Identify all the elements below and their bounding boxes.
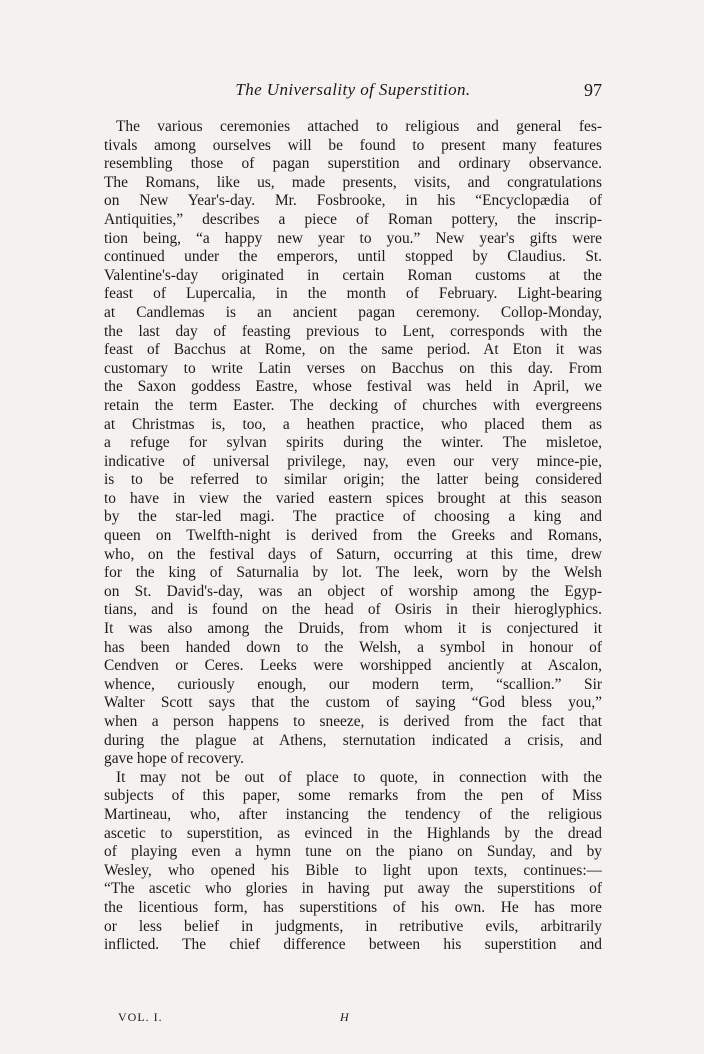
text-line: the Saxon goddess Eastre, whose festival was held in April, we <box>104 378 602 396</box>
text-line: to have in view the varied eastern spices brought at this season <box>104 489 602 507</box>
page-footer <box>118 1010 368 1028</box>
text-line: tians, and is found on the head of Osiris in their hieroglyphics. <box>104 601 602 619</box>
text-line: on New Year's-day. Mr. Fosbrooke, in his “Encyclopædia of <box>104 192 602 210</box>
text-line: The various ceremonies attached to religious and general fes- <box>116 118 602 135</box>
text-line: tion being, “a happy new year to you.” New year's gifts were <box>104 229 602 247</box>
running-head <box>104 80 602 102</box>
text-line: inflicted. The chief difference between his superstition and <box>104 936 602 954</box>
body-text <box>104 118 602 955</box>
volume-marker: VOL. I. <box>118 1010 163 1024</box>
text-line: when a person happens to sneeze, is derived from the fact that <box>104 713 602 730</box>
text-line: continued under the emperors, until stopped by Claudius. St. <box>104 248 602 266</box>
text-line: Antiquities,” describes a piece of Roman pottery, the inscrip- <box>104 210 602 228</box>
text-line: resembling those of pagan superstition and ordinary observance. <box>104 155 602 173</box>
text-line: during the plague at Athens, sternutation indicated a crisis, and <box>104 731 602 749</box>
text-line: whence, curiously enough, our modern term, “scallion.” Sir <box>104 675 602 693</box>
text-line: queen on Twelfth-night is derived from the Greeks and Romans, <box>104 527 602 545</box>
text-line: the last day of feasting previous to Lent, corresponds with the <box>104 322 602 340</box>
running-title: The Universality of Superstition. <box>235 80 471 99</box>
text-line: It was also among the Druids, from whom it is conjectured it <box>104 620 602 638</box>
text-line: has been handed down to the Welsh, a symbol in honour of <box>104 638 602 656</box>
text-line: retain the term Easter. The decking of churches with evergreens <box>104 396 602 414</box>
text-line: at Christmas is, too, a heathen practice, who placed them as <box>104 415 602 433</box>
text-line: Martineau, who, after instancing the tendency of the religious <box>104 805 602 823</box>
text-line: is to be referred to similar origin; the latter being considered <box>104 471 602 489</box>
text-line: customary to write Latin verses on Bacchus on this day. From <box>104 359 602 377</box>
text-line: Cendven or Ceres. Leeks were worshipped anciently at Ascalon, <box>104 657 602 675</box>
text-line: It may not be out of place to quote, in connection with the <box>116 768 602 786</box>
text-line: of playing even a hymn tune on the piano on Sunday, and by <box>104 843 602 861</box>
text-line: on St. David's-day, was an object of worship among the Egyp- <box>104 582 602 600</box>
text-line: tivals among ourselves will be found to present many features <box>104 136 602 154</box>
text-line: subjects of this paper, some remarks from the pen of Miss <box>104 787 602 805</box>
text-line: a refuge for sylvan spirits during the winter. The misletoe, <box>104 434 602 452</box>
text-line: Wesley, who opened his Bible to light upon texts, continues:— <box>104 861 602 879</box>
text-line: who, on the festival days of Saturn, occurring at this time, drew <box>104 545 602 563</box>
text-line: feast of Lupercalia, in the month of February. Light-bearing <box>104 285 602 303</box>
text-line: The Romans, like us, made presents, visits, and congratulations <box>104 173 602 191</box>
text-line: “The ascetic who glories in having put away the superstitions of <box>104 880 602 898</box>
text-line: ascetic to superstition, as evinced in the Highlands by the dread <box>104 824 602 842</box>
text-line: indicative of universal privilege, nay, even our very mince-pie, <box>104 452 602 470</box>
signature-mark: H <box>340 1010 350 1024</box>
text-line: for the king of Saturnalia by lot. The leek, worn by the Welsh <box>104 564 602 582</box>
text-line: Valentine's-day originated in certain Roman customs at the <box>104 266 602 284</box>
text-line: the licentious form, has superstitions of his own. He has more <box>104 898 602 916</box>
text-line: Walter Scott says that the custom of saying “God bless you,” <box>104 694 602 712</box>
text-line: feast of Bacchus at Rome, on the same period. At Eton it was <box>104 341 602 359</box>
text-line: gave hope of recovery. <box>104 750 245 768</box>
text-line: by the star-led magi. The practice of choosing a king and <box>104 508 602 526</box>
text-line: or less belief in judgments, in retributive evils, arbitrarily <box>104 917 602 935</box>
text-line: at Candlemas is an ancient pagan ceremony. Collop-Monday, <box>104 303 602 321</box>
page-number: 97 <box>584 80 602 100</box>
